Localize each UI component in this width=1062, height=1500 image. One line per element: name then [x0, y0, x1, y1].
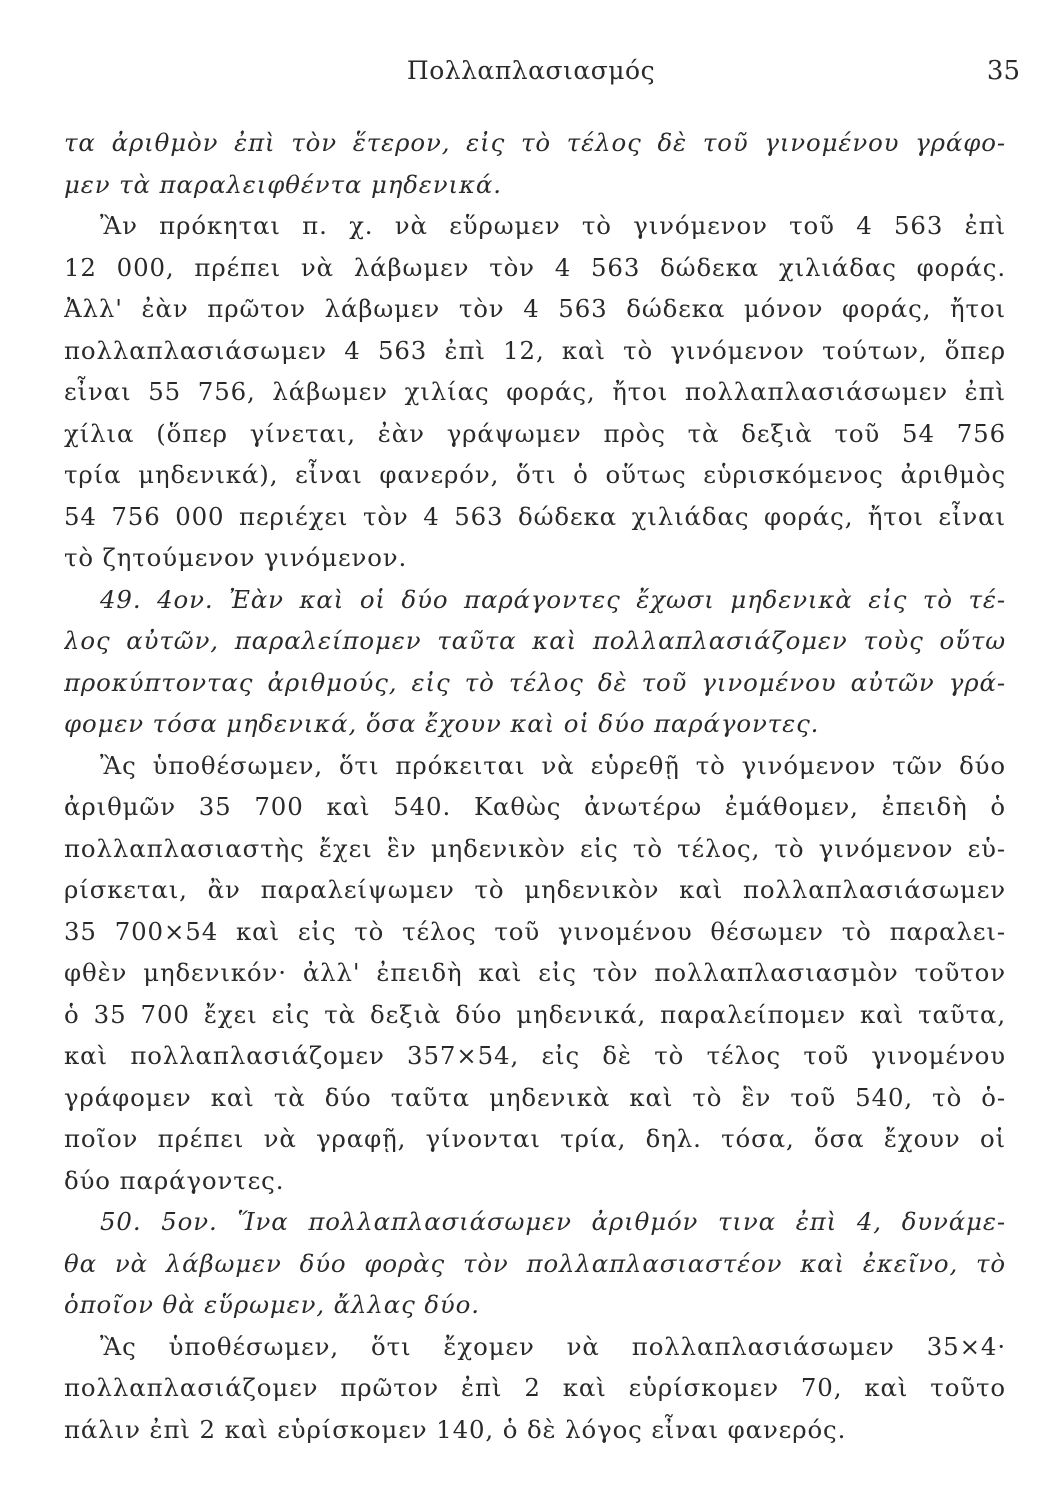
text-line: 50. 5ον. Ἵνα πολλαπλασιάσωμεν ἀριθμόν τινα ἐπὶ 4, δυνάμε-	[100, 1207, 1006, 1236]
text-line: πολλαπλασιάσωμεν 4 563 ἐπὶ 12, καὶ τὸ γινόμενον τούτων, ὅπερ	[64, 335, 1006, 365]
text-line: 54 756 000 περιέχει τὸν 4 563 δώδεκα χιλιάδας φοράς, ἤτοι εἶναι	[64, 501, 1006, 531]
text-line: Ἀλλ' ἐὰν πρῶτον λάβωμεν τὸν 4 563 δώδεκα μόνον φοράς, ἤτοι	[64, 294, 1006, 323]
running-head	[0, 56, 1062, 96]
text-line: ρίσκεται, ἂν παραλείψωμεν τὸ μηδενικὸν καὶ πολλαπλασιάσωμεν	[64, 875, 1006, 904]
text-line: πολλαπλασιάζομεν πρῶτον ἐπὶ 2 καὶ εὑρίσκομεν 70, καὶ τοῦτο	[64, 1373, 1006, 1402]
text-line: πάλιν ἐπὶ 2 καὶ εὑρίσκομεν 140, ὁ δὲ λόγος εἶναι φανερός.	[64, 1414, 847, 1444]
text-line: Ἂς ὑποθέσωμεν, ὅτι ἔχομεν νὰ πολλαπλασιάσωμεν 35×4·	[100, 1331, 1006, 1361]
text-line: θα νὰ λάβωμεν δύο φορὰς τὸν πολλαπλασιαστέον καὶ ἐκεῖνο, τὸ	[64, 1248, 1006, 1278]
text-line: ὁ 35 700 ἔχει εἰς τὰ δεξιὰ δύο μηδενικά, παραλείπομεν καὶ ταῦτα,	[64, 999, 1006, 1029]
text-line: γράφομεν καὶ τὰ δύο ταῦτα μηδενικὰ καὶ τὸ ἓν τοῦ 540, τὸ ὁ-	[64, 1082, 1006, 1112]
text-line: πολλαπλασιαστὴς ἔχει ἓν μηδενικὸν εἰς τὸ τέλος, τὸ γινόμενον εὑ-	[64, 833, 1006, 863]
text-line: ἀριθμῶν 35 700 καὶ 540. Καθὼς ἀνωτέρω ἐμάθομεν, ἐπειδὴ ὁ	[64, 792, 1006, 821]
text-line: εἶναι 55 756, λάβωμεν χιλίας φοράς, ἤτοι πολλαπλασιάσωμεν ἐπὶ	[64, 377, 1006, 406]
running-title: Πολλαπλασιασμός	[406, 56, 656, 85]
text-line: Ἂς ὑποθέσωμεν, ὅτι πρόκειται νὰ εὑρεθῇ τὸ γινόμενον τῶν δύο	[100, 750, 1006, 780]
text-line: Ἂν πρόκηται π. χ. νὰ εὕρωμεν τὸ γινόμενον τοῦ 4 563 ἐπὶ	[100, 211, 1006, 240]
text-line: μεν τὰ παραλειφθέντα μηδενικά.	[64, 169, 502, 199]
text-line: τὸ ζητούμενον γινόμενον.	[64, 543, 408, 572]
text-line: λος αὐτῶν, παραλείπομεν ταῦτα καὶ πολλαπλασιάζομεν τοὺς οὕτω	[64, 626, 1006, 655]
text-line: τα ἀριθμὸν ἐπὶ τὸν ἕτερον, εἰς τὸ τέλος δὲ τοῦ γινομένου γράφο-	[64, 128, 1006, 157]
text-line: χίλια (ὅπερ γίνεται, ἐὰν γράψωμεν πρὸς τὰ δεξιὰ τοῦ 54 756	[64, 418, 1006, 448]
text-line: 49. 4ον. Ἐὰν καὶ οἱ δύο παράγοντες ἔχωσι μηδενικὰ εἰς τὸ τέ-	[100, 584, 1006, 614]
text-line: καὶ πολλαπλασιάζομεν 357×54, εἰς δὲ τὸ τέλος τοῦ γινομένου	[64, 1041, 1006, 1070]
text-line: φομεν τόσα μηδενικά, ὅσα ἔχουν καὶ οἱ δύο παράγοντες.	[64, 709, 820, 738]
page-number: 35	[986, 56, 1020, 86]
text-line: ὁποῖον θὰ εὕρωμεν, ἄλλας δύο.	[64, 1290, 480, 1319]
text-line: δύο παράγοντες.	[64, 1165, 285, 1195]
text-line: προκύπτοντας ἀριθμούς, εἰς τὸ τέλος δὲ τοῦ γινομένου αὐτῶν γρά-	[64, 667, 1006, 697]
text-line: φθὲν μηδενικόν· ἀλλ' ἐπειδὴ καὶ εἰς τὸν πολλαπλασιασμὸν τοῦτον	[64, 958, 1006, 987]
text-body	[64, 122, 1006, 1450]
text-line: 35 700×54 καὶ εἰς τὸ τέλος τοῦ γινομένου θέσωμεν τὸ παραλει-	[64, 916, 1006, 946]
text-line: ποῖον πρέπει νὰ γραφῇ, γίνονται τρία, δηλ. τόσα, ὅσα ἔχουν οἱ	[64, 1124, 1006, 1153]
text-line: 12 000, πρέπει νὰ λάβωμεν τὸν 4 563 δώδεκα χιλιάδας φοράς.	[64, 252, 1006, 282]
text-line: τρία μηδενικά), εἶναι φανερόν, ὅτι ὁ οὕτως εὑρισκόμενος ἀριθμὸς	[64, 460, 1006, 489]
